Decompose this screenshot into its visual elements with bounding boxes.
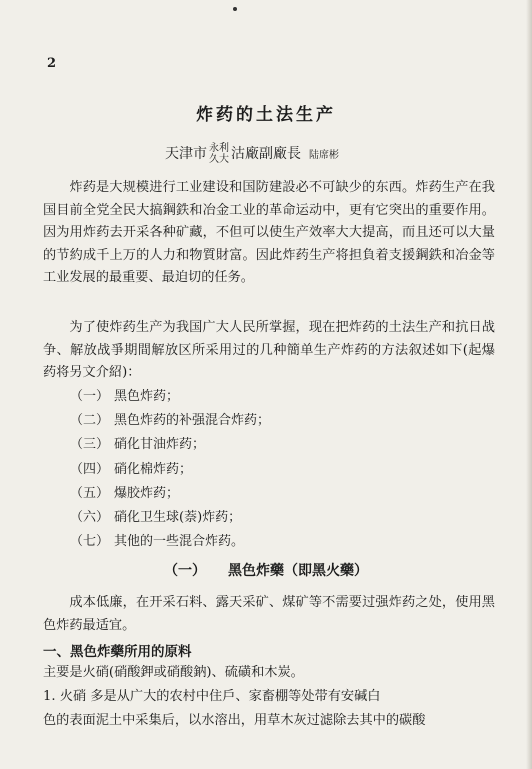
list-item-label: 硝化卫生球(萘)炸药； — [114, 509, 242, 525]
list-item-number: （一） — [70, 389, 110, 404]
author-byline — [165, 143, 339, 165]
section-paragraph: 成本低廉，在开采石料、露天采矿、煤矿等不需要过强炸药之处，使用黑色炸药最适宜。 — [43, 595, 495, 633]
methods-paragraph: 为了使炸药生产为我国广大人民所掌握，现在把炸药的土法生产和抗日战争、解放战爭期間解放区所采用过的几种簡单生产炸药的方法叙述如下(起爆药将另文介紹)： — [43, 320, 495, 381]
list-item — [70, 433, 270, 457]
list-item-label: 其他的一些混合炸药。 — [114, 534, 245, 550]
section-title: 黑色炸藥（即黑火藥） — [228, 563, 368, 579]
list-item — [70, 482, 270, 506]
intro-paragraph: 炸药是大规模进行工业建设和国防建設必不可缺少的东西。炸药生产在我国目前全党全民大搞鋼鉄和冶金工业的革命运动中，更有它突出的重要作用。因为用炸药去开采各种矿藏，不但可以使生产效率大大提高，而且还可以大量的节約成千上万的人力和物質財富。因此炸药生产将担負着支援鋼鉄和冶金等工业发展的最重要、最迫切的任务。 — [43, 180, 495, 286]
list-item-number: （三） — [70, 437, 110, 453]
item-1-continuation: 色的表面泥土中采集后，以水溶出，用草木灰过滤除去其中的碳酸 — [43, 713, 426, 728]
byline-author: 陆席彬 — [309, 150, 339, 161]
list-item — [70, 506, 270, 530]
byline-city: 天津市 — [165, 146, 207, 162]
list-item-label: 爆胶炸药； — [114, 485, 180, 501]
explosive-types-list — [70, 385, 270, 554]
byline-position: 沽廠副廠長 — [231, 146, 301, 162]
list-item-label: 硝化棉炸药； — [114, 461, 193, 477]
list-item-number: （五） — [70, 485, 110, 501]
scan-mark — [233, 7, 237, 11]
list-item — [70, 385, 270, 409]
subheading: 一、黑色炸藥所用的原料 — [43, 644, 192, 660]
list-item-label: 黑色炸药； — [114, 389, 180, 404]
byline-stack-top: 永利 — [209, 143, 229, 154]
section-heading — [0, 560, 532, 580]
list-item — [70, 458, 270, 482]
list-item-number: （六） — [70, 509, 110, 525]
list-item — [70, 409, 270, 433]
page-number: 2 — [47, 56, 57, 71]
ingredients-line: 主要是火硝(硝酸鉀或硝酸鈉)、硫磺和木炭。 — [43, 665, 304, 680]
scan-edge-shadow — [526, 0, 532, 769]
byline-factory-names — [209, 143, 229, 165]
list-item-number: （二） — [70, 413, 110, 429]
section-number: （一） — [164, 563, 206, 579]
byline-stack-bottom: 久大 — [209, 154, 229, 165]
article-title: 炸药的土法生产 — [196, 105, 336, 125]
list-item-label: 黑色炸药的补强混合炸药； — [114, 413, 271, 429]
list-item-number: （四） — [70, 461, 110, 477]
list-item-label: 硝化甘油炸药； — [114, 437, 206, 453]
list-item-number: （七） — [70, 534, 110, 550]
list-item — [70, 530, 270, 554]
item-1-line: 1. 火硝 多是从广大的农村中住戶、家畜棚等处带有安碱白 — [43, 689, 381, 704]
